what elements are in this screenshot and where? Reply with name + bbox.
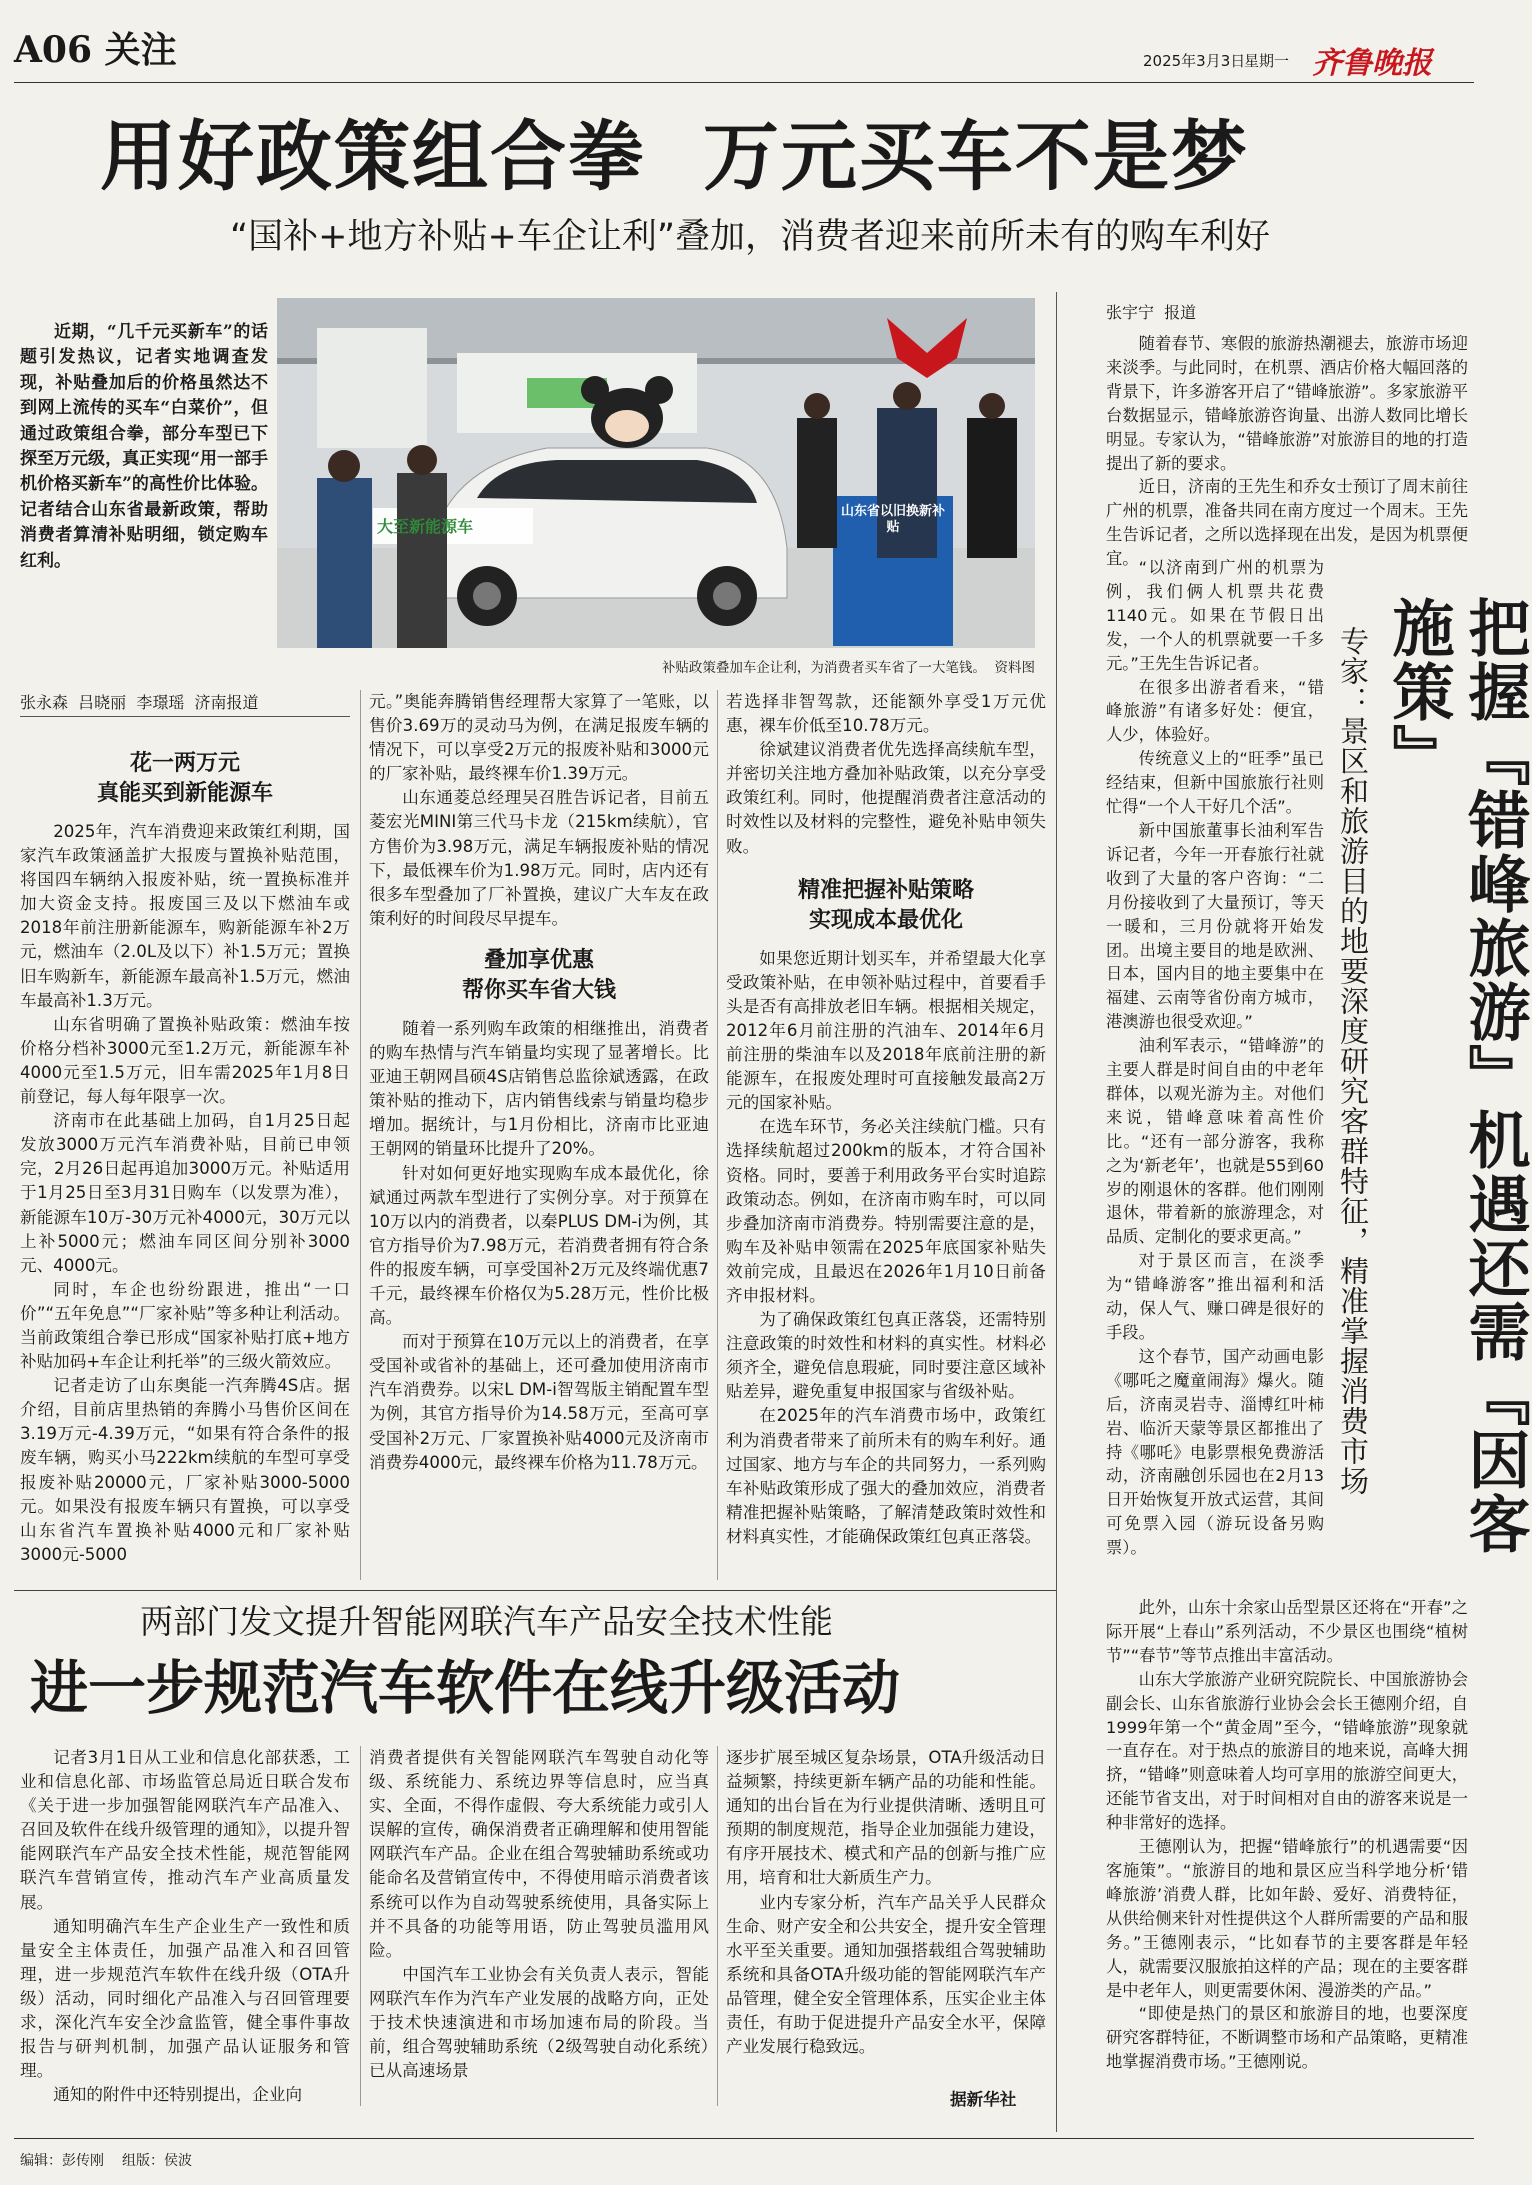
right-vertical-headline: 把握『错峰旅游』机遇还需『因客施策』 — [1382, 596, 1531, 1556]
column-divider — [360, 690, 361, 1580]
paragraph: 业内专家分析，汽车产品关乎人民群众生命、财产安全和公共安全，提升安全管理水平至关重要。通知加强搭载组合驾驶辅助系统和具备OTA升级功能的智能网联汽车产品管理，健全安全管理体系，压实企业主体责任，有助于促进提升产品安全水平，保障产业发展行稳致远。 — [726, 1892, 1046, 2057]
column3-subhead: 精准把握补贴策略 实现成本最优化 — [797, 876, 974, 933]
paragraph: 通知的附件中还特别提出，企业向 — [53, 2085, 303, 2105]
main-column-3 — [726, 690, 1046, 1583]
paragraph: 2025年，汽车消费迎来政策红利期，国家汽车政策涵盖扩大报废与置换补贴范围，将国四车辆纳入报废补贴，统一置换标准并加大资金支持。报废国三及以下燃油车或2018年前注册新能源车，购新能源车补2万元，燃油车（2.0L及以下）补1.5万元；置换旧车购新车，新能源车最高补1.5万元，燃油车最高补1.3万元。 — [20, 822, 350, 1010]
paragraph: 若选择非智驾款，还能额外享受1万元优惠，裸车价低至10.78万元。 — [726, 692, 1046, 736]
right-narrow-text — [1106, 556, 1324, 1596]
paragraph: 对于景区而言，在淡季为“错峰游客”推出福利和活动，保人气、赚口碑是很好的手段。 — [1106, 1251, 1324, 1342]
column2-subhead: 叠加享优惠 帮你买车省大钱 — [461, 946, 616, 1003]
paragraph: 山东省明确了置换补贴政策：燃油车按价格分档补3000元至1.2万元，新能源车补4000元至1.5万元，旧车需2025年1月8日前登记，每人每年限享一次。 — [20, 1014, 350, 1107]
masthead-logo: 齐鲁晚报 — [1312, 46, 1432, 81]
bottom-source: 据新华社 — [950, 2090, 1017, 2109]
paragraph: 为了确保政策红包真正落袋，还需特别注意政策的时效性和材料的真实性。材料必须齐全，避免信息瑕疵，同时要注意区域补贴差异，避免重复申报国家与省级补贴。 — [726, 1310, 1046, 1402]
main-headline: 用好政策组合拳 万元买车不是梦 — [100, 112, 1249, 201]
footer-editor: 编辑：彭传刚 — [20, 2153, 104, 2169]
paragraph: “即使是热门的景区和旅游目的地，也要深度研究客群特征，不断调整市场和产品策略，更精准地掌握消费市场。”王德刚说。 — [1106, 2004, 1468, 2072]
right-top-text — [1106, 332, 1468, 569]
paragraph: 徐斌建议消费者优先选择高续航车型，并密切关注地方叠加补贴政策，以充分享受政策红利。同时，他提醒消费者注意活动的时效性以及材料的完整性，避免补贴申领失败。 — [726, 740, 1046, 856]
paragraph: 这个春节，国产动画电影《哪吒之魔童闹海》爆火。随后，济南灵岩寺、淄博红叶柿岩、临沂天蒙等景区都推出了持《哪吒》电影票根免费游活动，济南融创乐园也在2月13日开始恢复开放式运营，其间可免票入园（游玩设备另购票）。 — [1106, 1346, 1324, 1558]
header-rule — [14, 82, 1474, 83]
issue-date: 2025年3月3日 — [1143, 52, 1246, 70]
photo-caption: 补贴政策叠加车企让利，为消费者买车省了一大笔钱。 资料图 — [661, 660, 1035, 676]
paragraph: 随着春节、寒假的旅游热潮褪去，旅游市场迎来淡季。与此同时，在机票、酒店价格大幅回落的背景下，许多游客开启了“错峰旅游”。多家旅游平台数据显示，错峰旅游咨询量、出游人数同比增长明显。专家认为，“错峰旅游”对旅游目的地的打造提出了新的要求。 — [1106, 334, 1468, 473]
paragraph: 在2025年的汽车消费市场中，政策红利为消费者带来了前所未有的购车利好。通过国家、地方与车企的共同努力，一系列购车补贴政策形成了强大的叠加效应，消费者精准把握补贴策略，了解清楚政策时效性和材料真实性，才能确保政策红包真正落袋。 — [726, 1406, 1046, 1546]
column-divider — [360, 1746, 361, 2106]
main-column-1 — [20, 748, 350, 1583]
paragraph: 山东大学旅游产业研究院院长、中国旅游协会副会长、山东省旅游行业协会会长王德刚介绍，自1999年第一个“黄金周”至今，“错峰旅游”现象就一直存在。对于热点的旅游目的地来说，高峰大拥挤，“错峰”则意味着人均可享用的旅游空间更大，还能节省支出，对于时间相对自由的游客来说是一种非常好的选择。 — [1106, 1669, 1468, 1833]
paragraph: 针对如何更好地实现购车成本最优化，徐斌通过两款车型进行了实例分享。对于预算在10万以内的消费者，以秦PLUS DM-i为例，其官方指导价为7.98万元，若消费者拥有符合条件的报废车辆，可享受国补2万元及终端优惠7千元，最终裸车价格仅为5.28万元，性价比极高。 — [369, 1163, 709, 1328]
right-headline-block — [1328, 596, 1531, 1596]
paragraph: 山东通菱总经理吴召胜告诉记者，目前五菱宏光MINI第三代马卡龙（215km续航），官方售价为3.98万元，满足车辆报废补贴的情况下，最低裸车价为1.98万元。同时，店内还有很多车型叠加了厂补置换，建议广大车友在政策利好的时间段尽早提车。 — [369, 788, 709, 928]
main-byline: 张永森 吕晓丽 李璟瑶 济南报道 — [20, 693, 259, 712]
paragraph: 如果您近期计划买车，并希望最大化享受政策补贴，在申领补贴过程中，首要看手头是否有高排放老旧车辆。根据相关规定，2012年6月前注册的汽油车、2014年6月前注册的柴油车以及2018年底前注册的新能源车，在报废处理时可直接触发最高2万元的国家补贴。 — [726, 948, 1046, 1113]
paragraph: 元。”奥能奔腾销售经理帮大家算了一笔账，以售价3.69万的灵动马为例，在满足报废车辆的情况下，可以享受2万元的报废补贴和3000元的厂家补贴，最终裸车价1.39万元。 — [369, 692, 709, 784]
main-column-2 — [369, 690, 709, 1583]
paragraph: 同时，车企也纷纷跟进，推出“一口价”“五年免息”“厂家补贴”等多种让利活动。当前政策组合拳已形成“国家补贴打底+地方补贴加码+车企让利托举”的三级火箭效应。 — [20, 1279, 350, 1372]
footer-designer: 组版：侯波 — [122, 2153, 192, 2169]
section-rule — [14, 1590, 1056, 1591]
right-bottom-text — [1106, 1596, 1468, 2142]
column-divider — [717, 1746, 718, 2106]
paragraph: 中国汽车工业协会有关负责人表示，智能网联汽车作为汽车产业发展的战略方向，正处于技术快速演进和市场加速布局的阶段。当前，组合驾驶辅助系统（2级驾驶自动化系统）已从高速场景 — [369, 1964, 709, 2081]
right-vertical-subhead: 专家：景区和旅游目的地要深度研究客群特征，精准掌握消费市场 — [1336, 626, 1370, 1496]
paragraph: 近日，济南的王先生和乔女士预订了周末前往广州的机票，准备共同在南方度过一个周末。王先生告诉记者，之所以选择现在出发，是因为机票便宜。 — [1106, 477, 1468, 569]
paragraph: 记者走访了山东奥能一汽奔腾4S店。据介绍，目前店里热销的奔腾小马售价区间在3.19万元-4.39万元，“如果有符合条件的报废车辆，购买小马222km续航的车型可享受报废补贴20000元，厂家补贴3000-5000元。如果没有报废车辆只有置换，可以享受山东省汽车置换补贴4000元和厂家补贴3000元-5000 — [20, 1376, 350, 1564]
showroom-illustration — [277, 298, 1035, 648]
paragraph: 油利军表示，“错峰游”的主要人群是时间自由的中老年群体，以观光游为主。对他们来说，错峰意味着高性价比。“还有一部分游客，我称之为‘新老年’，也就是55到60岁的刚退休的客群。他们刚刚退休，带着新的旅游理念，对品质、定制化的要求更高。” — [1106, 1036, 1324, 1247]
footer-rule — [14, 2138, 1474, 2139]
page-label: A06 关注 — [14, 29, 177, 71]
photo-banner-text: 山东省以旧换新补贴 — [840, 504, 945, 535]
bottom-headline: 进一步规范汽车软件在线升级活动 — [30, 1654, 901, 1722]
lead-paragraph: 近期，“几千元买新车”的话题引发热议，记者实地调查发现，补贴叠加后的价格虽然达不到网上流传的买车“白菜价”，但通过政策组合拳，部分车型已下探至万元级，真正实现“用一部手机价格买新车”的高性价比体验。记者结合山东省最新政策，帮助消费者算清补贴明细，锁定购车红利。 — [20, 322, 268, 571]
right-byline: 张宇宁 报道 — [1106, 303, 1197, 322]
paragraph: 在很多出游者看来，“错峰旅游”有诸多好处：便宜，人少，体验好。 — [1106, 677, 1324, 745]
paragraph: 消费者提供有关智能网联汽车驾驶自动化等级、系统能力、系统边界等信息时，应当真实、全面，不得作虚假、夸大系统能力或引人误解的宣传，确保消费者正确理解和使用智能网联汽车产品。企业在组合驾驶辅助系统或功能命名及营销宣传中，不得使用暗示消费者该系统可以作为自动驾驶系统使用，具备实际上并不具备的功能等用语，防止驾驶员滥用风险。 — [369, 1748, 709, 1960]
paragraph: 传统意义上的“旺季”虽已经结束，但新中国旅旅行社则忙得“一个人干好几个活”。 — [1106, 749, 1324, 817]
paragraph: 济南市在此基础上加码，自1月25日起发放3000万元汽车消费补贴，目前已申领完，2月26日起再追加3000万元。补贴适用于1月25日至3月31日购车（以发票为准），新能源车10万-30万元补4000元，30万元以上补5000元；燃油车同区间分别补3000元、4000元。 — [20, 1111, 350, 1275]
column-divider — [717, 690, 718, 1580]
paragraph: 记者3月1日从工业和信息化部获悉，工业和信息化部、市场监管总局近日联合发布《关于进一步加强智能网联汽车产品准入、召回及软件在线升级管理的通知》，以提升智能网联汽车产品安全技术性能，规范智能网联汽车营销宣传，推动汽车产业高质量发展。 — [20, 1748, 350, 1912]
paragraph: 新中国旅董事长油利军告诉记者，今年一开春旅行社就收到了大量的客户咨询：“二月份接收到了大量预订，等天一暖和，三月份就将开始发团。出境主要目的地是欧洲、日本，国内目的地主要集中在福建、云南等省份南方城市，港澳游也很受欢迎。” — [1106, 820, 1324, 1032]
column1-subhead: 花一两万元 真能买到新能源车 — [96, 750, 273, 806]
paragraph: 王德刚认为，把握“错峰旅行”的机遇需要“因客施策”。“旅游目的地和景区应当科学地分析‘错峰旅游’消费人群，比如年龄、爱好、消费特征，从供给侧来针对性提供这个人群所需要的产品和服务。”王德刚表示，“比如春节的主要客群是年轻人，就需要汉服旅拍这样的产品；现在的主要客群是中老年人，则更需要休闲、漫游类的产品。” — [1106, 1837, 1468, 2000]
paragraph: 逐步扩展至城区复杂场景，OTA升级活动日益频繁，持续更新车辆产品的功能和性能。通知的出台旨在为行业提供清晰、透明且可预期的制度规范，指导企业加强能力建设，有序开展技术、模式和产品的创新与推广应用，培育和壮大新质生产力。 — [726, 1748, 1046, 1888]
paragraph: “以济南到广州的机票为例，我们俩人机票共花费1140元。如果在节假日出发，一个人的机票就要一千多元。”王先生告诉记者。 — [1106, 558, 1324, 673]
paragraph: 随着一系列购车政策的相继推出，消费者的购车热情与汽车销量均实现了显著增长。比亚迪王朝网昌硕4S店销售总监徐斌透露，在政策补贴的推动下，店内销售线索与销量均稳步增加。据统计，与1月份相比，济南市比亚迪王朝网的销量环比提升了20%。 — [369, 1018, 709, 1159]
car-showroom-photo — [277, 298, 1035, 648]
bottom-column-3 — [726, 1746, 1046, 2086]
byline-rule — [20, 716, 350, 717]
bottom-column-2 — [369, 1746, 709, 2106]
paragraph: 在选车环节，务必关注续航门槛。只有选择续航超过200km的版本，才符合国补资格。同时，要善于利用政务平台实时追踪政策动态。例如，在济南市购车时，可以同步叠加济南市消费券。特别需要注意的是，购车及补贴申领需在2025年底国家补贴失效前完成，且最迟在2026年1月10日前备齐申报材料。 — [726, 1117, 1046, 1305]
photo-sign-text: 大至新能源车 — [377, 517, 474, 536]
bottom-column-1 — [20, 1746, 350, 2106]
bottom-kicker: 两部门发文提升智能网联汽车产品安全技术性能 — [140, 1602, 833, 1641]
paragraph: 此外，山东十余家山岳型景区还将在“开春”之际开展“上春山”系列活动，不少景区也围绕“植树节”“春节”等节点推出丰富活动。 — [1106, 1598, 1468, 1665]
right-column-divider — [1056, 292, 1057, 2132]
paragraph: 通知明确汽车生产企业生产一致性和质量安全主体责任，加强产品准入和召回管理，进一步规范汽车软件在线升级（OTA升级）活动，同时细化产品准入与召回管理要求，深化汽车安全沙盒监管，健全事件事故报告与研判机制，加强产品认证服务和管理。 — [20, 1916, 350, 2081]
paragraph: 而对于预算在10万元以上的消费者，在享受国补或省补的基础上，还可叠加使用济南市汽车消费券。以宋L DM-i智驾版主销配置车型为例，其官方指导价为14.58万元，至高可享受国补2万元、厂家置换补贴4000元及济南市消费券4000元，最终裸车价格为11.78万元。 — [369, 1332, 709, 1472]
main-subhead: “国补+地方补贴+车企让利”叠加，消费者迎来前所未有的购车利好 — [230, 217, 1270, 257]
issue-weekday: 星期一 — [1244, 52, 1290, 70]
